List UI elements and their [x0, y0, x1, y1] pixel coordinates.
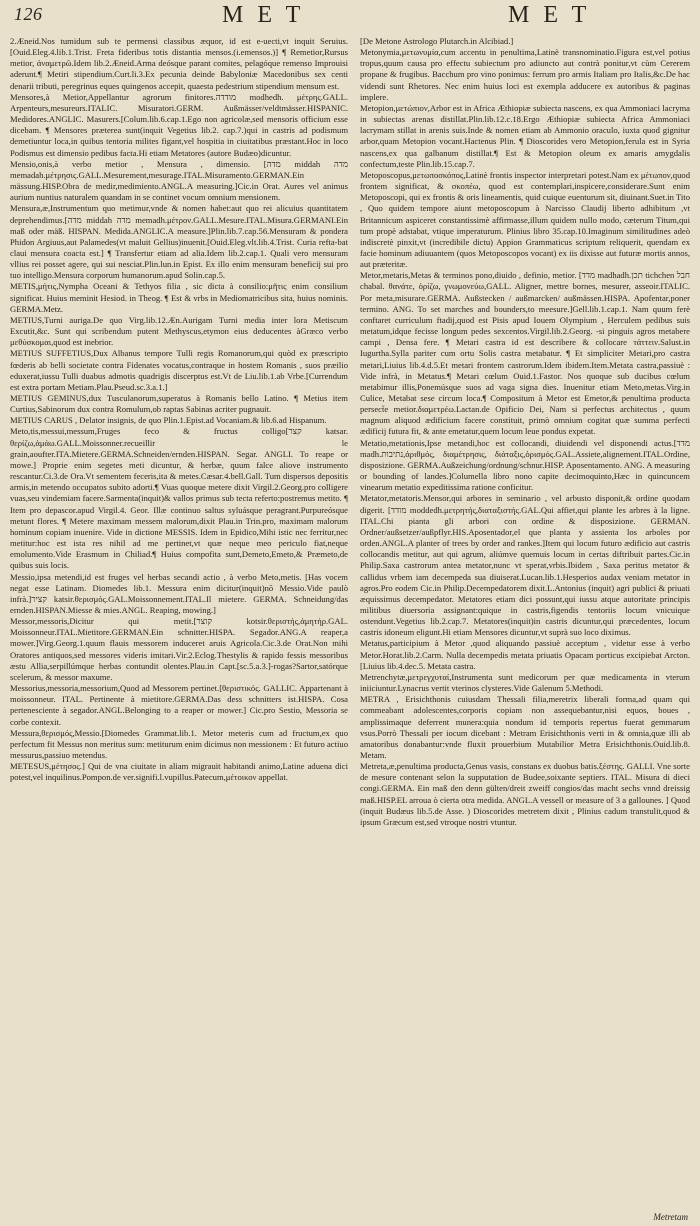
dictionary-entry: Metreta,æ,penultima producta,Genus vasis, constans ex duobus batis.ξέστης. GALLI. Vne sorte de mesure contenant selon la supputation de Budee,soixante septiers. ITAL. Misura di dieci congi.GERMA. Ein maß den denn gülten/dreit zweiff congios/das macht sechs vnnd dreissig maß.HISP.EL arroua ò cierta otra medida. ANGL.A vessell or measure of 3 a gallounes. ] Quod (inquit Budæus lib.5.de Asse. ) Dioscorides metretem dixit , Plinius cadum transtulit,quod & ipsum Græcum est,sed vtroque nostri vtuntur. [360, 761, 690, 827]
dictionary-entry: METESUS,μέτησος.] Qui de vna ciuitate in aliam migrauit habitandi animo,Latine aduena dici potest,vel inquilinus.Pompon.de ver.signifi.l.vupillus.Patecum,μέτοικον appellat. [10, 761, 348, 783]
dictionary-entry: Messio,ipsa metendi,id est fruges vel herbas secandi actio , à verbo Meto,metis. [Has vocem negat esse Latinam. Diomedes lib.1. Messura enim dicitur(inquit)nõ Messio.Vide paulò infrà.]קציר katsir.θερισμός.GAL.Moissonnement.ITAL.Il mietere. GERMA. Schneidung/das ernden.HISPAN.Miesse & mies.ANGL. Reaping, mowing.] [10, 571, 348, 615]
dictionary-entry: Messura,θερισμός,Messio.[Diomedes Grammat.lib.1. Metor meteris cum ad fructum,ex quo perfectum fit Messus non meritus sum: metiturum enim dicimus non messionem : Et futuro actiuo messurus,passiuo metendus. [10, 727, 348, 760]
right-column [360, 36, 690, 1220]
running-heading-right: M E T [508, 2, 591, 28]
dictionary-entry: Mensores,à Metior,Appellantur agrorum finitores.מודדה modhedh. μέτρης.GALL. Arpenteurs,mesureurs.ITALIC. Misuratori.GERM. Außmässer/veldtmässer.HISPANIC. Medidores.ANGLIC. Masurers.[Colum.lib.6.cap.1.Ego non agricolæ,sed mensoris officium esse dicebam. ¶ Mensores præterea sunt(inquit Vegetius lib.2. cap.7.)qui in castris ad podismum demetiuntur loca,in quibus tentoria milites figant,vel hospitia in ciuitatibus præstant.Hoc in loco Podismus est dimensio pedibus facta.Hi etiam Metatores (autore Budæo)dicuntur. [10, 91, 348, 158]
dictionary-entry: Meto,tis,messui,messum,Fruges feco & fructus colligo[קצר katsar. θερίζω,ἀμάω.GALL.Moissonner.recueillir le grain,aoufter.ITA.Mietere.GERMA.Schneiden/ernden.HISPAN. Segar. ANGLI. To reape or mowe.] Proprie enim segetes meti dicuntur, & herbæ, quum falce aliove instrumento rescantur.Ci.3.de Ora.Vt sementem feceris,ita & metes.Cæsar.4.bell.Gall. Tum dispersos depositis armis,in metendo occupatos subito adorti.¶ Vuas quoque metere dixit Virgil.2.Georg.pro colligere vuas,seu vindemiam facere.Sarmenta(inquit)& vallos primus sub tecta referto:postremus metito. ¶ Item pro depascor.apud Virgil.4. Geor. Illæ continuo saltus syluásque peragrant.Purpureósque metunt flores. ¶ Metere maximam messem malorum,dixit Plau.in Trin.pro, maximam malorum hominum copiam inuenire. Vide in dictione MESSIS. Idem in Epidico,Mihi istic nec ferritur,nec metitur:hoc est ista res nihil ad me pertinet,vt quæ neque meo periculo fiat,neque emolumento.Vide Erasmum in Chiliad.¶ Huius compofita sunt,Demeto,Emeto,& Præmeto,de quibus suis locis. [10, 426, 348, 571]
dictionary-entry: METIUS CARUS , Delator insignis, de quo Plin.1.Epist.ad Vocaniam.& lib.6.ad Hispanum. [10, 415, 327, 426]
dictionary-entry: Metrenchytæ,μετρεγχυταί,Instrumenta sunt medicorum per quæ medicamenta in vterum iniiciuntur.Lynacrus vertit vterinos clysteres.Vide Galenum 5.Methodi. [360, 671, 690, 694]
dictionary-entry: [De Metone Astrologo Plutarch.in Alcibiad.] [360, 36, 514, 46]
dictionary-entry: METIUS,Turni auriga.De quo Virg.lib.12.Æn.Aurigam Turni media inter lora Metiscum Excutit,&c. Sunt qui scribendum putent Methyscus,etymon eius deducentes àGræco verbo μεθύσκομαι,quod est inebrior. [10, 314, 348, 348]
left-column [10, 36, 348, 1220]
catchword: Metretam [653, 1212, 688, 1222]
dictionary-entry: Metopion,μετώπιον,Arbor est in Africa Æthiopiæ subiecta nascens, ex qua Ammoniaci lacryma in subiectas arenas distillat.Plin.lib.12.c.18.Ergo Æthiopiæ subiecta Africa Ammoniaci lacrymam stillat in arenis suis.Inde & nomen etiam ab Ammonio oraculo, iuxta quod gignitur arbor,quam Metopion vocant.Hactenus Plin. ¶ Dioscorides vero Metopion,ferula est in Syria nascens,ex qua galbanum distillat.¶ Est & Metopion oleum ex amaris amygdalis confectum,teste Plin.lib.15.cap.7. [360, 102, 690, 169]
dictionary-entry: Metatio,metationis,Ipse metandi,hoc est collocandi, diuidendi vel disponendi actus.[מדד madh.נתיבות,ἀριθμός, διαμέτρησις, διάταξις,ὁρισμός.GAL.Assiete,alignement.ITAL.Ordine, disposizione. GERMA.Außzeichung/ordnung/schnur.HISP. Aposentamento. ANG. A measuring or bounding of landes.]Columella libro nono capite decimoquinto,Hæc in quincuncem vinearum metatio expeditissima ratione conficitur. [360, 437, 690, 493]
dictionary-entry: Metoposcopus,μετωποσκόπος,Latinè frontis inspector interpretari potest.Nam ex μέτωπον,quod frontem significat, & σκοπέω, quod est contemplari,inspicere,considerare.Sunt enim Metoposcopi, qui ex frontis & oris lineamentis, quid cuique euenturum sit, diuinant.Suet.in Tito , Quo quidem tempore aiunt metoposcopum à Narcisso Claudij liberto adhibitum ,vt Britannicum aspiceret constantissimè affirmasse,illum quidem nullo modo, cæterum Titum,qui tum propè adstabat, vtique imperaturum. Plinius libro 35.cap.10.Imaginum similitudines adeò indiscretè pinxit,vt (incredibile dictu) Appion Grammaticus scriptum reliquerit, quendam ex facie hominum adiuuantem (quos Metoposcopos vocant) ex iis dixisse aut futuræ mortis annos, aut præteritæ. [360, 169, 690, 270]
running-header [0, 2, 700, 32]
dictionary-entry: METIUS SUFFETIUS,Dux Albanus tempore Tulli regis Romanorum,qui quòd ex præscripto fœderis ab belli societate contra Fidenates vocatus,contraque in hostem Romanis , suos præilio eduxerat,iussu Tulli duabus admotis quadrigis discerptus est.Vt de Liu.lib.1.ab Vrbe.[Currendum est extra portam Metiam.Plau.Pseud.sc.3.a.1.] [10, 348, 348, 392]
dictionary-entry: Metator,metatoris.Mensor,qui arbores in seminario , vel arbusto disponit,& ordine quodam digerit. [מודד moddedh.μετρητής,διαταξιστής.GAL.Qui affiet,qui plante les arbres à la ligne. ITAL.Chi pianta gli arbori con ordine & disposizione. GERMAN. Ordner/außsetzer/außpflyr.HIS.Aposentador,el que planta y assienta los arboles por orden.ANGL.A planter of trees by order and rankes.]Item qui locum futuro ædificio aut castris collocandis metitur, aut qui agrum, aliúmve quemuis locum in certas diftribuit partes.Cic.in Philip.Saxa castrorum antea metator,nunc vt sperat,vrbis.Ibidem , Saxa peritus metator & callidus vrbem iam decempeda sua diuiserat.Lucan.lib.1.Hesperios audax veniam metator in agros.Pro eodem Cic.in Philip.Decempedatorem dixit.L.Antonius (inquit) agri publici & priuati æquissimus decempedator. Metatores etiam dici possunt,qui iussu atque autoritate principis militibus diuersoria assignant:quique in castris,figendis tentoriis locum vnicuique ostendunt.Vegetius lib.2.cap.7. Metatores(inquit)in castris dicuntur,qui præcedentes, locum castris idoneum eligunt.Hi etiam Mensores dicuntur,vt suprà suo loco diximus. [360, 493, 690, 638]
dictionary-entry: METIUS GEMINUS,dux Tusculanorum,superatus à Romanis bello Latino. ¶ Metius item Curtius,Sabinorum dux contra Romulum,ob raptas Sabinas acriter pugnauit. [10, 393, 348, 415]
dictionary-entry: METRA , Erisichthonis cuiusdam Thessali filia,meretrix liberali forma,ad quam qui commeabant adolescentes,corporis copiam non assequebantur,nisi equos, boues , amplissimaque deferrent munera:quia nondum id temporis repertus fuerat gemmarum vsus.Porrò Thessali per iocum dicebant : Metram Erisichthonis verti in & omnia,quæ illi ab amatoribus donabantur:vnde fluxit prouerbium Mutabilior Metra Erisichthonis.Ouid.lib.8. Metam. [360, 694, 690, 760]
dictionary-entry: Metor,metaris,Metas & terminos pono,diuido , definio, metior. [מדד madhadh.תכן tichchen חבל chabal. θανάτε, ὁρίζω, γνωμονεύω,GALL. Aligner, mettre bornes, mesurer, asseoir.ITALIC. Por meta,misurare.GERMA. Außstecken / außmarcken/ außmässen.HISPA. Apofentar,poner termino. ANG. To set marches and bounders,to meesure.]Gell.lib.1.cap.1. Nam quum ferè conftaret curriculum ftadij,quod est Pisis apud Iouem Olympium , Herculem pedibus suis metatum,idque fecisse longum pedes sexcentos.Virgil.lib.2.Georg. -si pinguis agros metabere campi , Densa fere. ¶ Metari castra id est describere & collocare τάττειν.Salust.in Iugurtha.Sylla pariter cum ortu Solis castra metabatur. ¶ Et simpliciter Metari,pro castra metari,Liuius lib.4.d.5.Et metari frontem castrorum.Idem ibidem.Item.Metata castra,passiuè : Vide infrà, in Metatus.¶ Metari cœlum Ouid.1.Fastor. Nos quoque sub ducibus cœlum metabimur illis,Ponemúsque suos ad vaga signa dies. Inuenitur etiam Meto,metas.Virg.in Culice, Metabat sese circum loca.¶ Compositum à Metor est Emetor,& penultima producta persect̃e metior.διαμετρέω.Lactan.de Opificio Dei, Nam si perfectus architectus , quum magnum aliquod ædificium facere constituit, primò omnium cogitat quæ summa perfecti ædificij futura fit, & ante emetatur,quem locum leue pondus expetat. [360, 270, 690, 437]
dictionary-entry: Metatus,participium à Metor ,quod aliquando passiuè acceptum , videtur esse à verbo Metor.Horat.lib.2.Carm. Nulla decempedis metata priuatis Opacam porticus excipiebat Arcton.[Liuius lib.4.dec.5. Metata castra. [360, 638, 690, 671]
dictionary-entry: Messor,messoris,Dicitur qui metit.[קוצר kotsir.θεριστής,ἀμητήρ.GAL. Moissonneur.ITAL.Mietitore.GERMAN.Ein schnitter.HISPA. Segador.ANG.A reaper,a mower.]Virg.Georg.1.quum flauis messorem induceret aruis Agricola.Cic.3.de Orat.Non mihi Oratores antiquos,sed messores videris imitari.Vir.2.Eclog.Thestylis & rapido fessis messoribus æstu Allia,serpillúmque herbas contundit olentes.Plau.in Capt.[sc.5.a.3.]-rogas?Sartor,satórque scelerum, & messor maxume. [10, 616, 348, 682]
dictionary-entry: 2.Æneid.Nos tumidum sub te permensi classibus æquor, id est e-uecti,vt inquit Seruius.[Ouid.Eleg.4.lib.1.Trist. Freta fideribus totis distantia mensos.(i.emensos.)] ¶ Remetior,Rursus metior, ἀναμετρῶ.Idem lib.2.Æneid.Arma deósque parant comites, pelagóque remenso Improuisi aderunt.¶ Metiri stipendium.Curt.li.3.Ex pecunia deinde Babyloniæ Macedonibus sex centi denarii tributi, peregrinus eques quingenos accepit, quaesta pedestrium stipendium mensum est. [10, 36, 348, 91]
dictionary-entry: Messorius,messoria,messorium,Quod ad Messorem pertinet.[θεριστικός. GALLIC. Appartenant à moissonneur. ITAL. Pertinente à mietitore.GERMA.Das dess schnitters ist.HISPA. Cosa pertenesciente à segador.ANGL.Belonging to a reaper or mower.] Cic.pro Sestio, Messoria se corbe contexit. [10, 683, 348, 727]
dictionary-entry: Mensura,æ,Instrumentum quo metimur,vnde & nomen habet:aut quo rei alicuius quantitatem deprehendimus.[מדה middah מדה memadh.μέτρον.GALL.Mesure.ITAL.Misura.GERMANI.Ein maß oder mäß. HISPAN. Medida.ANGLIC.A measure.]Plin.lib.7.cap.56.Mensuram & pondera Phidon Argiuus,aut Palamedes(vt maluit Gellius)inuenit.[Ouid.Eleg.vlt.lib.4.Trist. Curia refta-bat claui mensura coacta est.] ¶ Transfertur etiam ad alia.Idem lib.2.cap.1. Quali vero mensuram vllius rei posset agere, qui sui nesciat.Plin.lun.in Epist. Ex illo enim mensuram beneficij sui pro tuo intelligo.Mensura corporum humanorum.apud Solin.cap.5. [10, 203, 348, 281]
dictionary-entry: Metonymia,μετωνυμία,cum accentu in penultima,Latinè transnominatio.Figura est,vel potius tropus,quum causa pro effectu subiectum pro adiuncto aut contrà ponitur,vt cùm Cererem propane & frugibus. Bacchum pro vino ponimus: ferrum pro armis Italiam pro Italis,&c.De hac videndi sunt Rhetores. Nec enim huius loci est exempla adducere ex autoribus & paginas implere. [360, 47, 690, 102]
page-number: 126 [14, 4, 43, 24]
running-heading-left: M E T [222, 2, 305, 28]
dictionary-entry: METIS,μήτις,Nympha Oceani & Tethyos filia , sic dicta à consilio:μῆτις enim consilium significat. Huius meminit Hesiod. in Theog. ¶ Est & vrbs in Mediomatricibus sita, huius nominis. GERMA.Metz. [10, 281, 348, 314]
dictionary-entry: Mensio,onis,à verbo metior , Mensura , dimensio. [מדה middah מדה memadah.μέτρησις.GALL.Mesurement,mesurage.ITAL.Misuramento.GERMAN.Ein mässung.HISP.Obra de medir,medimiento.ANGL.A measuring.]Cic.in Orat. Aures vel animus aurium nuntius naturalem quandam in se continet vocum omnium mensionem. [10, 158, 348, 203]
